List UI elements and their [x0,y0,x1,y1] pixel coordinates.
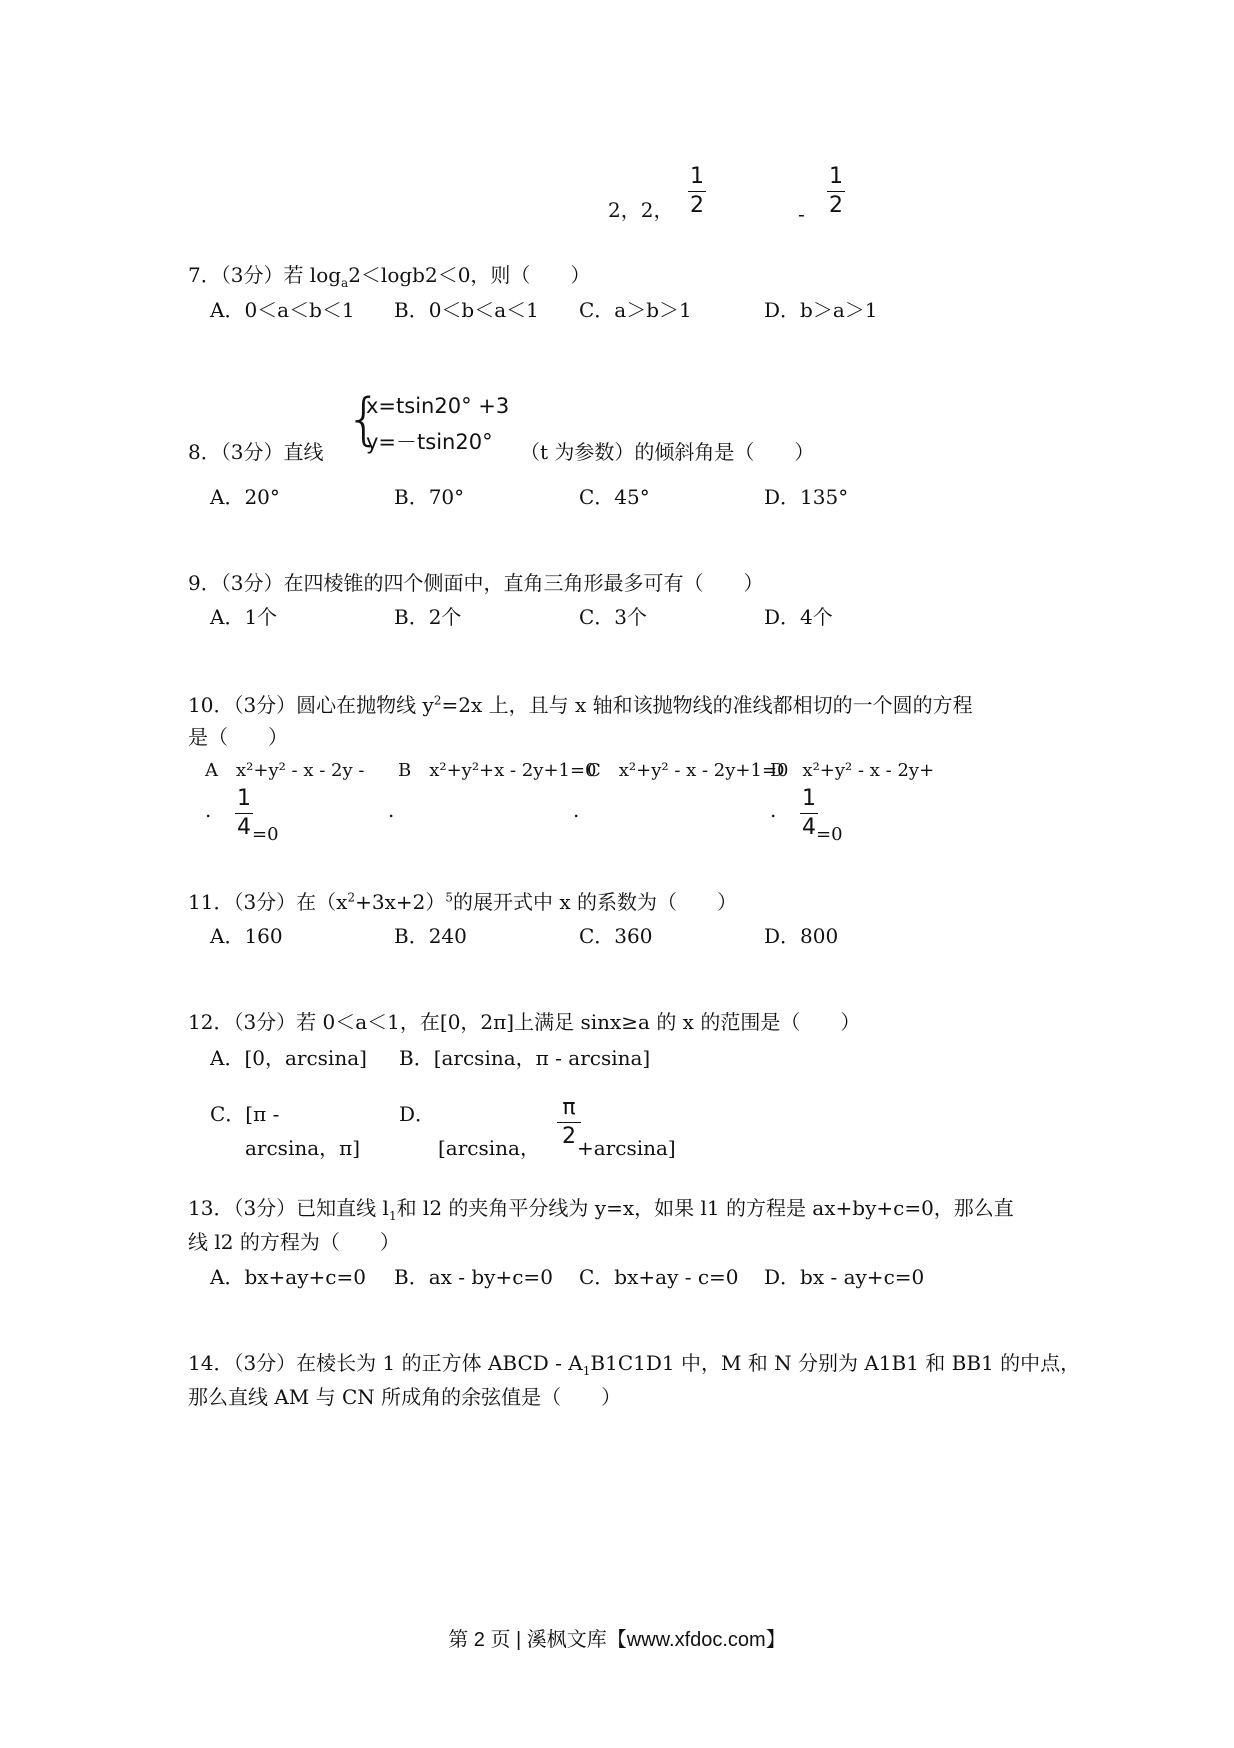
superscript: 2 [433,693,442,708]
stem-text: +3x+2） [355,890,446,914]
fraction-denominator: 2 [690,193,704,218]
question-12-option-c-line-1: C．[π - [210,1102,280,1126]
question-13-stem-line-2: 线 l2 的方程为（ ） [188,1230,400,1254]
question-10-option-a: A x²+y² - x - 2y - [205,760,365,781]
subscript: 1 [388,1209,397,1223]
stem-text: 的展开式中 x 的系数为（ ） [452,890,737,914]
stem-text: B1C1D1 中，M 和 N 分别为 A1B1 和 BB1 的中点， [590,1351,1081,1375]
question-12-option-d-label: D． [399,1102,436,1126]
question-11-option-d: D．800 [764,924,839,948]
question-10-option-d: D x²+y² - x - 2y+ [770,760,935,781]
top-minus: - [798,202,805,226]
question-11-option-c: C．360 [579,924,653,948]
question-13-option-a: A．bx+ay+c=0 [210,1265,366,1289]
fraction-denominator: 2 [562,1124,576,1149]
question-8-option-c: C．45° [579,485,650,509]
stem-text: 14．（3分）在棱长为 1 的正方体 ABCD - A [188,1351,583,1375]
stem-text: 和 l2 的夹角平分线为 y=x，如果 l1 的方程是 ax+by+c=0，那么直 [396,1196,1014,1220]
equation-line-1: x=tsin20° +3 [366,394,510,418]
question-10-option-b: B x²+y²+x - 2y+1=0 [398,760,597,781]
question-14-stem-line-2: 那么直线 AM 与 CN 所成角的余弦值是（ ） [188,1385,622,1409]
question-9-option-b: B．2个 [394,605,462,629]
question-12-option-d-pre: [arcsina， [438,1136,540,1160]
option-b-dot: . [388,798,395,822]
subscript: a [341,276,349,290]
equation-line-2: y=－tsin20° [366,430,493,454]
stem-text: 7．（3分）若 log [188,263,342,287]
page-footer: 第 2 页 | 溪枫文库【www.xfdoc.com】 [448,1629,786,1651]
equation-system-brace: { [346,387,382,452]
question-11-option-b: B．240 [394,924,467,948]
question-12-stem: 12．（3分）若 0＜a＜1，在[0，2π]上满足 sinx≥a 的 x 的范围是（ ） [188,1010,861,1034]
question-7-stem [188,263,591,290]
question-10-stem [188,695,973,715]
question-10-stem-line-2: 是（ ） [188,725,288,749]
option-d-eq0: =0 [816,824,843,845]
fraction-bar [688,191,706,192]
question-8-option-a: A．20° [210,485,280,509]
stem-text: =2x 上，且与 x 轴和该抛物线的准线都相切的一个圆的方程 [441,693,973,717]
question-7-option-d: D．b＞a＞1 [764,298,878,322]
question-8-option-d: D．135° [764,485,849,509]
fraction-bar [827,191,845,192]
question-7-option-c: C．a＞b＞1 [579,298,692,322]
question-9-option-c: C．3个 [579,605,648,629]
question-7-option-b: B．0＜b＜a＜1 [394,298,539,322]
question-8-stem-post: （t 为参数）的倾斜角是（ ） [520,440,815,464]
fraction-numerator: 1 [237,786,251,811]
question-12-option-a: A．[0，arcsina] [210,1046,367,1070]
question-12-option-c-line-2: arcsina，π] [245,1136,361,1160]
question-13-option-b: B．ax - by+c=0 [394,1265,553,1289]
option-a-fraction [235,788,253,839]
question-11-option-a: A．160 [210,924,283,948]
question-12-option-b: B．[arcsina，π - arcsina] [399,1046,651,1070]
question-10-option-c: C x²+y² - x - 2y+1=0 [587,760,789,781]
question-13-option-d: D．bx - ay+c=0 [764,1265,925,1289]
fraction-bar [557,1122,581,1123]
fraction-numerator: 1 [690,164,704,189]
top-fraction-2 [827,166,845,217]
stem-text: 2＜logb2＜0，则（ ） [348,263,591,287]
option-a-eq0: =0 [252,824,279,845]
superscript: 5 [445,890,453,905]
stem-text: 11．（3分）在（x [188,890,348,914]
top-fraction-1 [688,166,706,217]
fraction-bar [235,813,253,814]
question-7-option-a: A．0＜a＜b＜1 [210,298,355,322]
fraction-numerator: π [562,1095,576,1120]
fraction-denominator: 4 [237,815,251,840]
question-13-option-c: C．bx+ay - c=0 [579,1265,739,1289]
question-12-option-d-post: +arcsina] [577,1136,676,1160]
fraction-denominator: 2 [829,193,843,218]
question-8-option-b: B．70° [394,485,465,509]
top-prefix: 2，2， [608,198,674,222]
question-9-stem: 9．（3分）在四棱锥的四个侧面中，直角三角形最多可有（ ） [188,571,764,595]
question-11-stem [188,892,737,912]
option-c-dot: . [573,798,580,822]
question-9-option-a: A．1个 [210,605,278,629]
question-14-stem [188,1351,1081,1378]
superscript: 2 [347,890,356,905]
subscript: 1 [582,1364,591,1378]
fraction-bar [800,813,818,814]
fraction-denominator: 4 [802,815,816,840]
option-a-dot: . [205,798,212,822]
question-8-stem-pre: 8．（3分）直线 [188,440,324,464]
question-9-option-d: D．4个 [764,605,833,629]
question-13-stem [188,1196,1014,1223]
option-d-dot: . [770,798,777,822]
stem-text: 13．（3分）已知直线 l [188,1196,389,1220]
fraction-numerator: 1 [802,786,816,811]
stem-text: 10．（3分）圆心在抛物线 y [188,693,434,717]
fraction-numerator: 1 [829,164,843,189]
